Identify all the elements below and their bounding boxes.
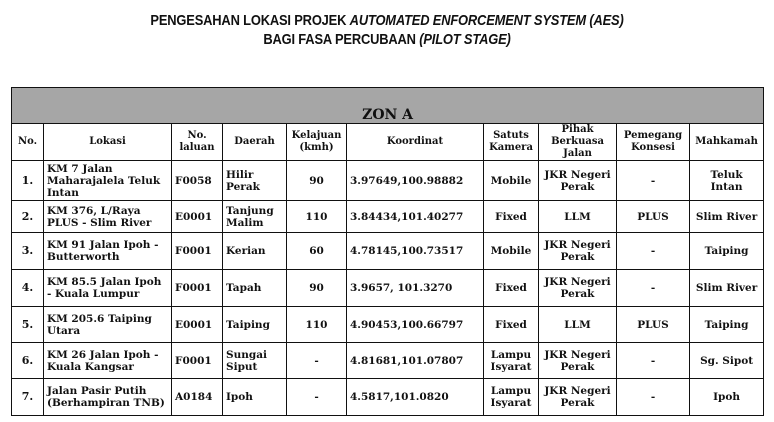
cell-pihak: JKR Negeri Perak bbox=[539, 233, 617, 270]
cell-kamera: Mobile bbox=[484, 233, 539, 270]
cell-pihak: LLM bbox=[539, 201, 617, 233]
cell-daerah: Kerian bbox=[223, 233, 287, 270]
header-koordinat: Koordinat bbox=[347, 124, 484, 161]
cell-lokasi: KM 26 Jalan Ipoh - Kuala Kangsar bbox=[44, 343, 172, 379]
cell-laluan: E0001 bbox=[172, 307, 223, 343]
document-title-line-2 bbox=[54, 31, 720, 48]
cell-koordinat: 3.97649,100.98882 bbox=[347, 161, 484, 201]
header-mahkamah: Mahkamah bbox=[690, 124, 764, 161]
table-row bbox=[12, 233, 764, 270]
cell-konsesi: - bbox=[617, 270, 690, 307]
cell-lokasi: KM 7 Jalan Maharajalela Teluk Intan bbox=[44, 161, 172, 201]
cell-pihak: LLM bbox=[539, 307, 617, 343]
cell-daerah: Tanjung Malim bbox=[223, 201, 287, 233]
cell-kelajuan: 60 bbox=[287, 233, 347, 270]
cell-laluan: F0058 bbox=[172, 161, 223, 201]
header-daerah: Daerah bbox=[223, 124, 287, 161]
cell-no: 1. bbox=[12, 161, 44, 201]
cell-no: 4. bbox=[12, 270, 44, 307]
cell-konsesi: - bbox=[617, 379, 690, 416]
title-line-1-plain: PENGESAHAN LOKASI PROJEK bbox=[150, 12, 350, 29]
cell-konsesi: PLUS bbox=[617, 201, 690, 233]
cell-konsesi: - bbox=[617, 161, 690, 201]
cell-lokasi: KM 376, L/Raya PLUS - Slim River bbox=[44, 201, 172, 233]
cell-pihak: JKR Negeri Perak bbox=[539, 379, 617, 416]
cell-pihak: JKR Negeri Perak bbox=[539, 270, 617, 307]
cell-koordinat: 4.81681,101.07807 bbox=[347, 343, 484, 379]
cell-mahkamah: Taiping bbox=[690, 307, 764, 343]
cell-no: 2. bbox=[12, 201, 44, 233]
header-row bbox=[12, 124, 764, 161]
cell-mahkamah: Taiping bbox=[690, 233, 764, 270]
cell-koordinat: 3.9657, 101.3270 bbox=[347, 270, 484, 307]
table-row bbox=[12, 161, 764, 201]
cell-kelajuan: 90 bbox=[287, 270, 347, 307]
cell-kelajuan: - bbox=[287, 379, 347, 416]
cell-konsesi: - bbox=[617, 343, 690, 379]
cell-kamera: Fixed bbox=[484, 201, 539, 233]
table-row bbox=[12, 343, 764, 379]
cell-laluan: F0001 bbox=[172, 233, 223, 270]
cell-laluan: E0001 bbox=[172, 201, 223, 233]
cell-daerah: Sungai Siput bbox=[223, 343, 287, 379]
cell-kelajuan: 90 bbox=[287, 161, 347, 201]
cell-lokasi: KM 91 Jalan Ipoh - Butterworth bbox=[44, 233, 172, 270]
document-title-line-1 bbox=[54, 12, 720, 29]
cell-kelajuan: 110 bbox=[287, 307, 347, 343]
cell-mahkamah: Ipoh bbox=[690, 379, 764, 416]
header-kamera: Satuts Kamera bbox=[484, 124, 539, 161]
table-row bbox=[12, 307, 764, 343]
cell-daerah: Ipoh bbox=[223, 379, 287, 416]
cell-kelajuan: 110 bbox=[287, 201, 347, 233]
header-pihak: Pihak Berkuasa Jalan bbox=[539, 124, 617, 161]
cell-kamera: Lampu Isyarat bbox=[484, 379, 539, 416]
cell-lokasi: Jalan Pasir Putih (Berhampiran TNB) bbox=[44, 379, 172, 416]
cell-lokasi: KM 205.6 Taiping Utara bbox=[44, 307, 172, 343]
cell-no: 7. bbox=[12, 379, 44, 416]
cell-kelajuan: - bbox=[287, 343, 347, 379]
cell-kamera: Lampu Isyarat bbox=[484, 343, 539, 379]
cell-daerah: Taiping bbox=[223, 307, 287, 343]
header-lokasi: Lokasi bbox=[44, 124, 172, 161]
title-line-2-italic: (PILOT STAGE) bbox=[419, 31, 511, 48]
cell-daerah: Tapah bbox=[223, 270, 287, 307]
cell-pihak: JKR Negeri Perak bbox=[539, 343, 617, 379]
cell-mahkamah: Sg. Sipot bbox=[690, 343, 764, 379]
cell-koordinat: 4.5817,101.0820 bbox=[347, 379, 484, 416]
cell-kamera: Fixed bbox=[484, 307, 539, 343]
header-konsesi: Pemegang Konsesi bbox=[617, 124, 690, 161]
cell-no: 3. bbox=[12, 233, 44, 270]
cell-laluan: F0001 bbox=[172, 270, 223, 307]
cell-koordinat: 4.90453,100.66797 bbox=[347, 307, 484, 343]
cell-no: 5. bbox=[12, 307, 44, 343]
cell-daerah: Hilir Perak bbox=[223, 161, 287, 201]
cell-laluan: F0001 bbox=[172, 343, 223, 379]
cell-koordinat: 4.78145,100.73517 bbox=[347, 233, 484, 270]
header-laluan: No. laluan bbox=[172, 124, 223, 161]
cell-mahkamah: Teluk Intan bbox=[690, 161, 764, 201]
cell-koordinat: 3.84434,101.40277 bbox=[347, 201, 484, 233]
cell-mahkamah: Slim River bbox=[690, 270, 764, 307]
table-row bbox=[12, 379, 764, 416]
cell-pihak: JKR Negeri Perak bbox=[539, 161, 617, 201]
header-no: No. bbox=[12, 124, 44, 161]
cell-kamera: Mobile bbox=[484, 161, 539, 201]
zone-header: ZON A bbox=[12, 88, 764, 124]
header-kelajuan: Kelajuan (kmh) bbox=[287, 124, 347, 161]
cell-konsesi: - bbox=[617, 233, 690, 270]
title-line-1-italic: AUTOMATED ENFORCEMENT SYSTEM (AES) bbox=[349, 12, 624, 29]
table-row bbox=[12, 201, 764, 233]
cell-lokasi: KM 85.5 Jalan Ipoh - Kuala Lumpur bbox=[44, 270, 172, 307]
cell-kamera: Fixed bbox=[484, 270, 539, 307]
cell-mahkamah: Slim River bbox=[690, 201, 764, 233]
cell-laluan: A0184 bbox=[172, 379, 223, 416]
cell-konsesi: PLUS bbox=[617, 307, 690, 343]
cell-no: 6. bbox=[12, 343, 44, 379]
location-table bbox=[11, 87, 764, 416]
title-line-2-plain: BAGI FASA PERCUBAAN bbox=[263, 31, 420, 48]
table-row bbox=[12, 270, 764, 307]
